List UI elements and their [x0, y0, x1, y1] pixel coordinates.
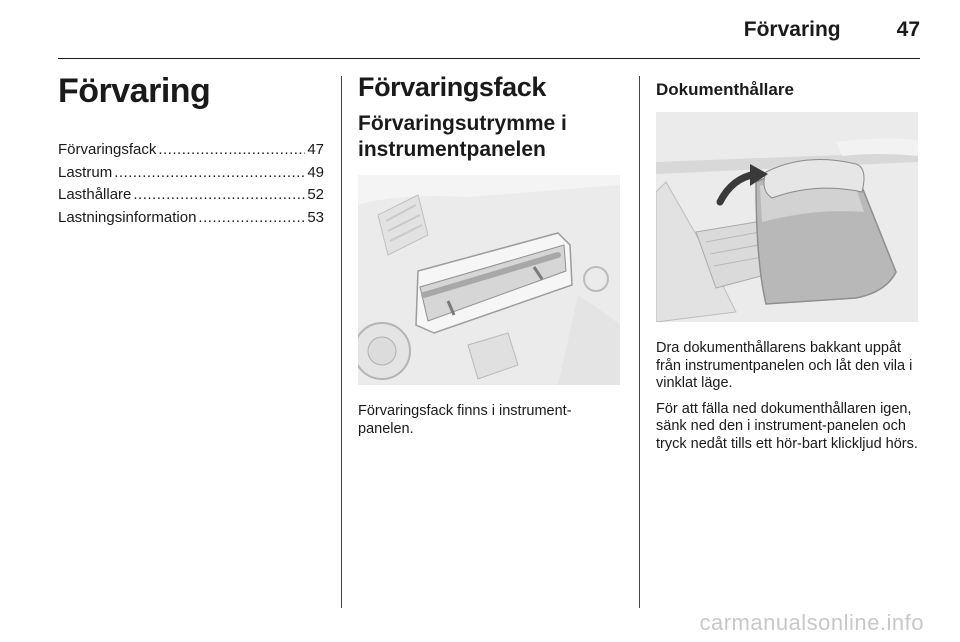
toc-entry-label: Lasthållare: [58, 186, 132, 203]
glovebox-illustration: [358, 175, 620, 385]
toc-column: [58, 72, 324, 231]
storage-section: [358, 72, 622, 438]
document-holder-title: Dokumenthållare: [656, 80, 794, 99]
toc-entry[interactable]: [58, 141, 324, 164]
toc-leader: [198, 209, 305, 226]
document-holder-instruction-close: För att fälla ned dokumenthållaren igen, sänk ned den i instrument-panelen och tryck nedåt tills ett hör-bart klickljud hörs.: [656, 400, 918, 452]
running-head: [744, 18, 920, 42]
page-number: 47: [896, 18, 920, 41]
toc-entry-label: Lastningsinformation: [58, 208, 197, 226]
toc-entry-page: 53: [307, 208, 324, 226]
watermark: carmanualsonline.info: [699, 610, 924, 635]
section-title: Förvaringsfack: [358, 72, 546, 102]
toc-entry[interactable]: [58, 209, 324, 232]
column-divider-2: [639, 76, 640, 608]
toc-leader: [158, 141, 305, 158]
document-holder-instruction-open: Dra dokumenthållarens bakkant uppåt från instrumentpanelen och låt den vila i vinklat läge.: [656, 340, 913, 391]
running-head-chapter: Förvaring: [743, 18, 841, 41]
document-holder-section: [656, 72, 920, 453]
toc-leader: [114, 164, 305, 181]
toc-entry-page: 49: [307, 163, 324, 181]
toc-list: [58, 141, 324, 231]
glovebox-description: Förvaringsfack finns i instrument-panelen.: [358, 403, 572, 437]
toc-entry-label: Förvaringsfack: [58, 141, 157, 158]
subsection-title: Förvaringsutrymme i instrumentpanelen: [358, 112, 567, 161]
toc-entry-page: 52: [307, 186, 324, 203]
toc-entry-page: 47: [307, 141, 324, 158]
document-holder-illustration: [656, 112, 918, 322]
toc-entry[interactable]: [58, 186, 324, 209]
column-divider-1: [341, 76, 342, 608]
header-rule: [58, 58, 920, 59]
toc-entry-label: Lastrum: [58, 163, 113, 181]
chapter-title: Förvaring: [58, 72, 211, 110]
toc-leader: [133, 186, 305, 203]
toc-entry[interactable]: [58, 164, 324, 187]
